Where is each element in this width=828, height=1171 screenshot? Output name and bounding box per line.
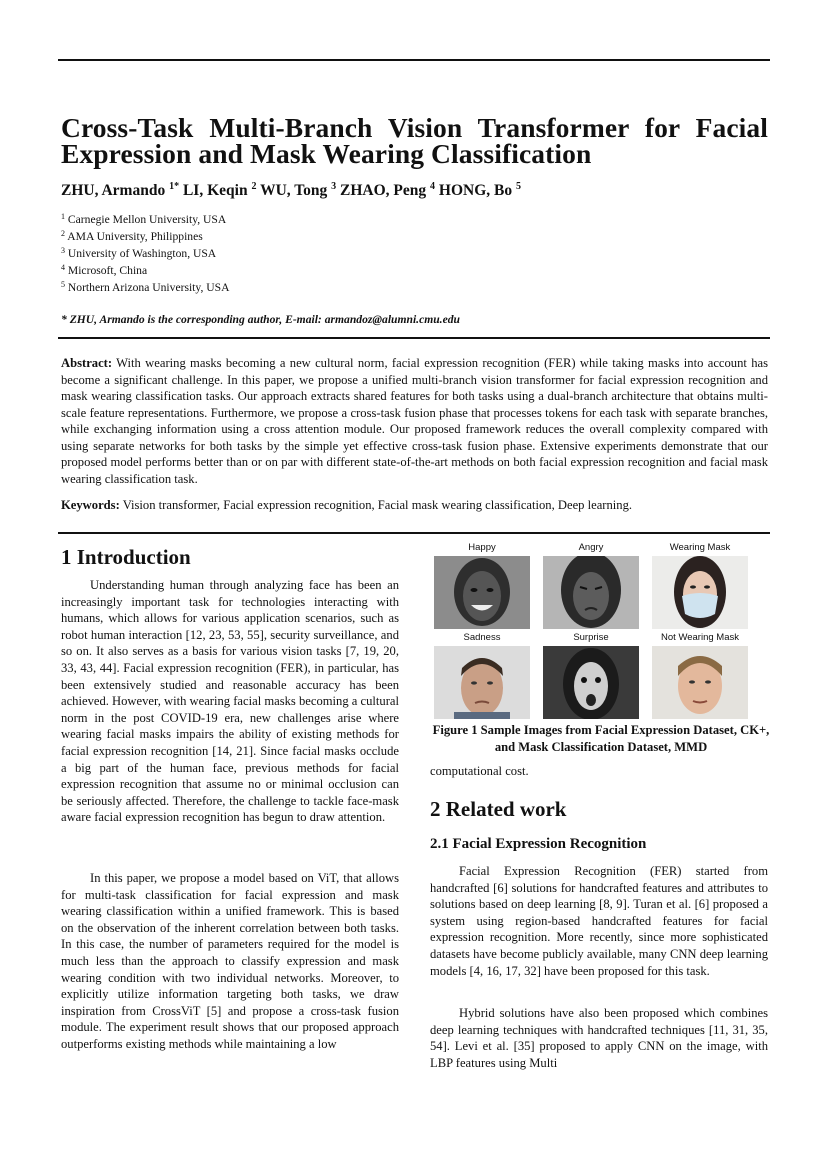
author-affil-mark: 1* xyxy=(169,181,180,192)
author-name: ZHU, Armando xyxy=(61,182,166,199)
affiliation-mark: 2 xyxy=(61,229,65,238)
affiliation-mark: 4 xyxy=(61,263,65,272)
author-affil-mark: 5 xyxy=(515,181,521,192)
affiliation-text: Microsoft, China xyxy=(67,264,148,277)
keywords xyxy=(61,497,768,514)
intro-paragraph-2-continued: computational cost. xyxy=(430,764,529,778)
author-list xyxy=(61,181,768,201)
author-name: WU, Tong xyxy=(260,182,328,199)
intro-paragraph-1: Understanding human through analyzing face has been an increasingly important task for technologies interacting with humans, which allows for various application scenarios, such as robot human interaction [12, 23, 53, 55], security surveillance, and so on. It also serves as a basis for various vision tasks [7, 19, 20, 33, 43, 44]. Facial expression recognition (FER), in particular, has been extensively studied and reasonable accuracy has been achieved. However, with wearing facial masks becoming a cultural norm in the post COVID-19 era, new challenges arise where wearing facial masks impairs the ability of existing methods for facial expression recognition [14, 21]. Since facial masks occlude a big part of the human face, previous methods for facial expression recognition that assume no or minimal occlusion can be seriously affected. Therefore, the challenge to tackle face-mask aware facial expression recognition has begun to draw attention. xyxy=(61,578,399,825)
affiliation-item xyxy=(61,228,229,245)
figure-label-surprise: Surprise xyxy=(573,632,609,643)
figure-label-angry: Angry xyxy=(578,542,604,553)
affiliation-item xyxy=(61,245,229,262)
abstract xyxy=(61,355,768,487)
figure-label-happy: Happy xyxy=(468,542,496,553)
affiliation-mark: 3 xyxy=(61,246,65,255)
abstract-bottom-rule xyxy=(58,532,770,534)
figure-1-caption: Figure 1 Sample Images from Facial Expression Dataset, CK+, and Mask Classification Dataset, MMD xyxy=(432,723,770,754)
affiliation-item xyxy=(61,262,229,279)
figure-label-sadness: Sadness xyxy=(463,632,501,643)
affiliation-text: Northern Arizona University, USA xyxy=(67,281,230,294)
figure-label-not-wearing-mask: Not Wearing Mask xyxy=(661,632,739,643)
affiliation-text: Carnegie Mellon University, USA xyxy=(67,213,227,226)
header-bottom-rule xyxy=(58,337,770,339)
face-photo-wearing-mask xyxy=(652,556,748,629)
face-photo-not-wearing-mask xyxy=(652,646,748,719)
corresponding-author-note: * ZHU, Armando is the corresponding author, E-mail: armandoz@alumni.cmu.edu xyxy=(61,313,460,326)
keywords-label: Keywords: xyxy=(61,498,120,512)
author-affil-mark: 2 xyxy=(251,181,257,192)
affiliation-list xyxy=(61,211,229,296)
affiliation-mark: 1 xyxy=(61,212,65,221)
section-heading-related-work: 2 Related work xyxy=(430,797,567,821)
face-photo-sadness xyxy=(434,646,530,719)
top-rule xyxy=(58,59,770,61)
affiliation-text: University of Washington, USA xyxy=(67,247,217,260)
figure-label-wearing-mask: Wearing Mask xyxy=(669,542,731,553)
abstract-label: Abstract: xyxy=(61,356,113,370)
author-name: LI, Keqin xyxy=(182,182,248,199)
author-affil-mark: 3 xyxy=(331,181,337,192)
intro-paragraph-2: In this paper, we propose a model based on ViT, that allows for multi-task classification for facial expression and mask wearing classification within a unified framework. This is based on the observation of the inherent correlation between both tasks. In this case, the number of parameters required for the model is much less than the approach to classify expression and mask wearing condition with two individual networks. Moreover, to explicitly utilize information targeting both tasks, we draw inspiration from CrossViT [5] and propose a cross-task fusion module. The experiment result shows that our proposed approach outperforms existing methods while maintaining a low xyxy=(61,871,399,1051)
subsection-heading-fer: 2.1 Facial Expression Recognition xyxy=(430,836,647,852)
face-photo-surprise xyxy=(543,646,639,719)
affiliation-item xyxy=(61,279,229,296)
figure-1 xyxy=(431,540,769,720)
affiliation-text: AMA University, Philippines xyxy=(67,230,203,243)
affiliation-item xyxy=(61,211,229,228)
author-name: ZHAO, Peng xyxy=(340,182,427,199)
keywords-text: Vision transformer, Facial expression recognition, Facial mask wearing classification, Deep learning. xyxy=(122,498,633,512)
related-paragraph-1: Facial Expression Recognition (FER) started from handcrafted [6] solutions for handcrafted features and attributes to solutions based on deep learning [8, 9]. Turan et al. [6] proposed a system using region-based handcrafted features for facial expression recognition. More recently, since more sophisticated datasets have become publicly available, many CNN deep learning models [4, 16, 17, 32] have been proposed for this task. xyxy=(430,864,768,978)
face-photo-happy xyxy=(434,556,530,629)
affiliation-mark: 5 xyxy=(61,280,65,289)
author-name: HONG, Bo xyxy=(438,182,513,199)
author-affil-mark: 4 xyxy=(430,181,436,192)
abstract-text: With wearing masks becoming a new cultural norm, facial expression recognition (FER) while taking masks into account has become a significant challenge. In this paper, we propose a unified multi-branch vision transformer for facial expression recognition and mask wearing classification tasks. Our approach extracts shared features for both tasks using a dual-branch architecture that obtains multi-scale feature representations. Furthermore, we propose a cross-task fusion phase that processes tokens for each task with separate branches, while exchanging information using a cross attention module. Our proposed framework reduces the overall complexity compared with using separate networks for both tasks by the simple yet effective cross-task fusion phase. Extensive experiments demonstrate that our proposed model performs better than or on par with different state-of-the-art methods on both facial expression recognition and facial mask wearing classification task. xyxy=(61,356,768,486)
related-paragraph-2: Hybrid solutions have also been proposed which combines deep learning techniques with handcrafted techniques [11, 31, 35, 54]. Levi et al. [35] proposed to apply CNN on the image, with LBP features using Multi xyxy=(430,1006,768,1070)
paper-title: Cross-Task Multi-Branch Vision Transformer for Facial Expression and Mask Wearing Classification xyxy=(61,112,768,169)
section-heading-introduction: 1 Introduction xyxy=(61,545,191,569)
face-photo-angry xyxy=(543,556,639,629)
